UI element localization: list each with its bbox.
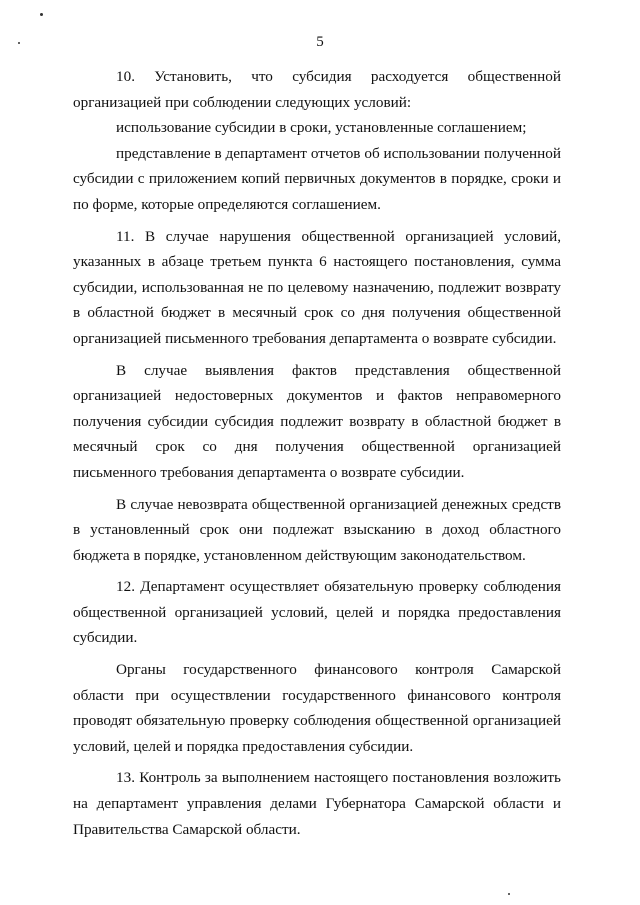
paragraph-13: 13. Контроль за выполнением настоящего постановления возложить на департамент управления делами Губернатора Самарской области и Правительства Самарской области. [73,769,561,838]
paragraph-12: 12. Департамент осуществляет обязательную проверку соблюдения общественной организацией условий, целей и порядка предоставления субсидии. [73,578,561,647]
document-body [73,64,561,842]
paragraph-10: 10. Установить, что субсидия расходуется общественной организацией при соблюдении следующих условий: [73,68,561,111]
scan-speck [40,13,43,16]
page-number: 5 [316,34,324,50]
paragraph-11-part-3: В случае невозврата общественной организацией денежных средств в установленный срок они подлежат взысканию в доход областного бюджета в порядке, установленном действующим законодательством. [73,495,561,564]
paragraph-11-part-2: В случае выявления фактов представления общественной организацией недостоверных документов и фактов неправомерного получения субсидии субсидия подлежит возврату в областной бюджет в месячный срок со дня получения общественной организацией письменного требования департамента о возврате субсидии. [73,361,561,481]
paragraph-12-part-2: Органы государственного финансового контроля Самарской области при осуществлении государственного финансового контроля проводят обязательную проверку соблюдения общественной организацией условий, целей и порядка предоставления субсидии. [73,661,561,755]
scan-speck [508,893,510,895]
paragraph-10-condition-1: использование субсидии в сроки, установленные соглашением; [116,119,527,137]
paragraph-11: 11. В случае нарушения общественной организацией условий, указанных в абзаце третьем пункта 6 настоящего постановления, сумма субсидии, использованная не по целевому назначению, подлежит возврату в областной бюджет в месячный срок со дня получения общественной организацией письменного требования департамента о возврате субсидии. [73,227,561,347]
paragraph-10-condition-2: представление в департамент отчетов об использовании полученной субсидии с приложением копий первичных документов в порядке, сроки и по форме, которые определяются соглашением. [73,144,561,213]
